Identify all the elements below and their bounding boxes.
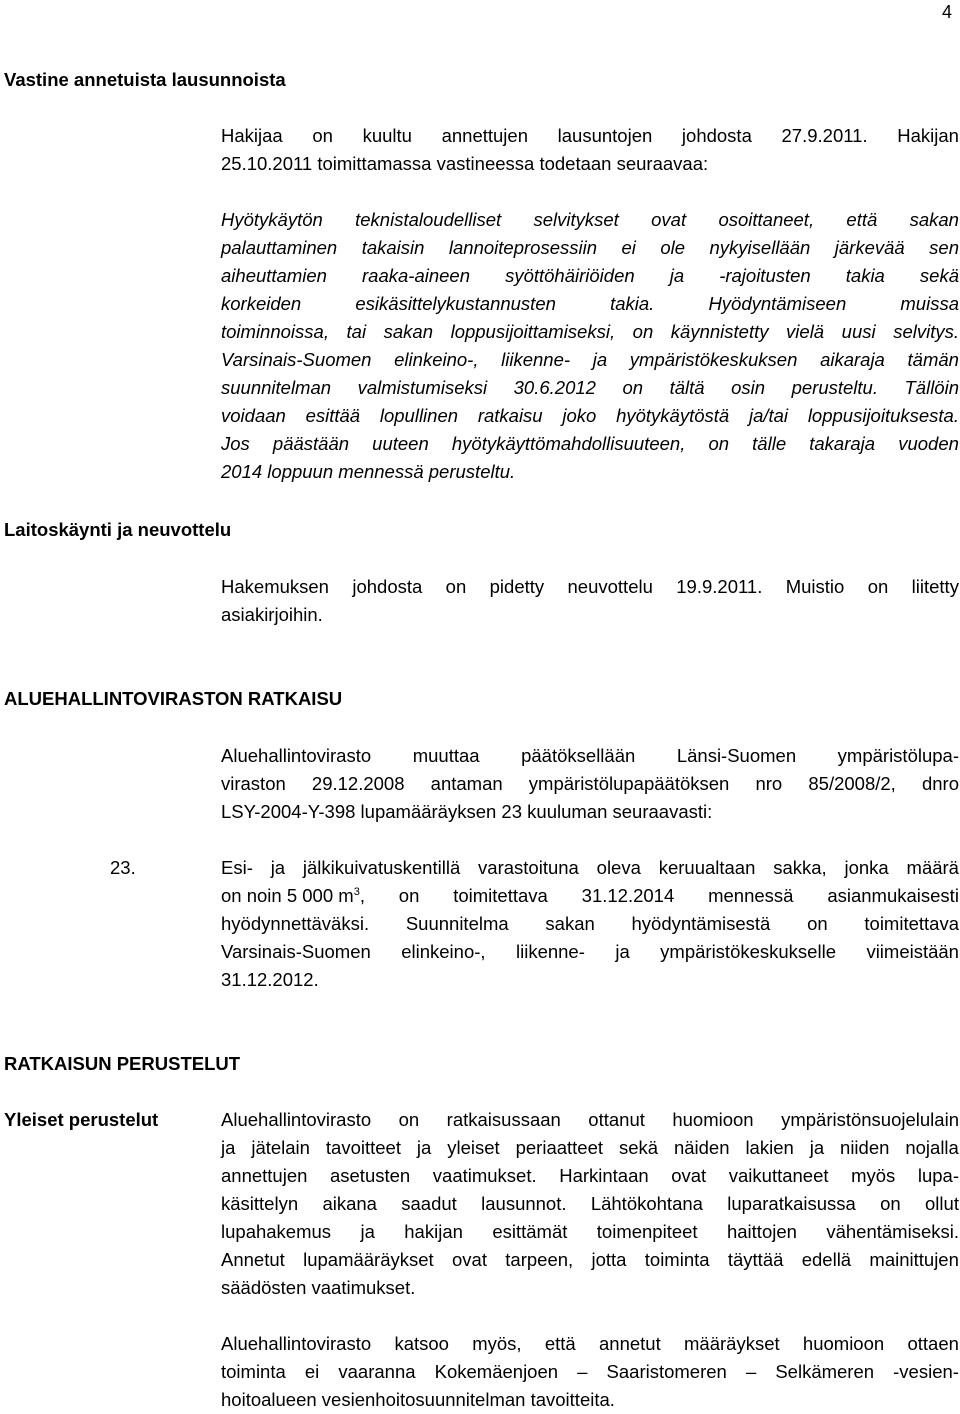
word: että: [544, 1333, 576, 1354]
word: yleiset: [447, 1137, 500, 1158]
word: aikana: [322, 1193, 377, 1214]
word: johdosta: [681, 125, 752, 146]
word: Länsi-Suomen: [676, 745, 797, 766]
word: näiden: [673, 1137, 730, 1158]
word: lupa-: [917, 1165, 959, 1186]
word: vähentämiseksi.: [826, 1221, 959, 1242]
word: lausunnot.: [481, 1193, 567, 1214]
text-line: 2014 loppuun mennessä perusteltu.: [221, 461, 516, 482]
word: myös: [851, 1165, 896, 1186]
text-line: LSY-2004-Y-398 lupamääräyksen 23 kuuluman seuraavasti:: [221, 801, 713, 822]
word: dnro: [921, 773, 959, 794]
word: lakien: [745, 1137, 794, 1158]
ratkaisu-text: [221, 742, 959, 826]
word: sekä: [618, 1137, 659, 1158]
text-line: [221, 402, 959, 430]
perustelut-para1: [221, 1106, 959, 1302]
word: on: [445, 576, 467, 597]
section-title-perustelut: RATKAISUN PERUSTELUT: [4, 1053, 241, 1074]
word: selvitys.: [893, 321, 959, 342]
word: vuoden: [898, 433, 959, 454]
text-line: asiakirjoihin.: [221, 604, 323, 625]
word: huomioon: [672, 1109, 754, 1130]
side-heading-yleiset: Yleiset perustelut: [4, 1109, 159, 1130]
text-line: [221, 318, 959, 346]
word: palauttaminen: [221, 237, 338, 258]
word: Aluehallintovirasto: [221, 1109, 372, 1130]
word: tai: [346, 321, 367, 342]
word: ympäristökeskuksen: [629, 349, 798, 370]
word: Hakijaa: [221, 125, 283, 146]
word: annetut: [599, 1333, 661, 1354]
text-line: [221, 1190, 959, 1218]
comma: ,: [359, 885, 365, 906]
text-line: säädösten vaatimukset.: [221, 1277, 416, 1298]
word: Muistio: [785, 576, 845, 597]
item-text: [221, 854, 959, 994]
text-line: [221, 206, 959, 234]
word: päästään: [272, 433, 350, 454]
word: on: [398, 1109, 420, 1130]
word: ja: [221, 1137, 236, 1158]
word: osin: [731, 377, 766, 398]
word: toimitettava: [864, 913, 959, 934]
word: suunnitelman: [221, 377, 332, 398]
text-line: 31.12.2012.: [221, 969, 319, 990]
word: ovat: [651, 209, 687, 230]
text-line: [221, 770, 959, 798]
word: pidetty: [489, 576, 545, 597]
word: Esi-: [221, 857, 253, 878]
word: lannoiteprosessiin: [448, 237, 597, 258]
word: on: [807, 913, 828, 934]
word: valmistumiseksi: [357, 377, 488, 398]
word: tavoitteet: [325, 1137, 401, 1158]
text-line: [221, 122, 959, 150]
word: esittämät: [492, 1221, 568, 1242]
word: aikaraja: [820, 349, 885, 370]
word: keruualtaan: [658, 857, 756, 878]
word: jotta: [591, 1249, 627, 1270]
word: päätöksellään: [521, 745, 636, 766]
word: aiheuttamien: [221, 265, 327, 286]
word: Lähtökohtana: [590, 1193, 703, 1214]
word: Tällöin: [904, 377, 959, 398]
vastine-intro: [221, 122, 959, 178]
word: mennessä: [708, 885, 794, 906]
word: Kokemäenjoen: [434, 1361, 559, 1382]
text-line: [221, 882, 959, 910]
word: ollut: [925, 1193, 959, 1214]
word: nykyisellään: [709, 237, 811, 258]
word: Aluehallintovirasto: [221, 1333, 372, 1354]
text-line: [221, 234, 959, 262]
word: 31.12.2014: [581, 885, 675, 906]
vastine-quote: [221, 206, 959, 486]
word: 27.9.2011.: [781, 125, 868, 146]
word: käynnistetty: [670, 321, 769, 342]
word: asianmukaisesti: [827, 885, 959, 906]
word: määräykset: [684, 1333, 780, 1354]
word: on: [708, 433, 730, 454]
word: on: [398, 885, 420, 906]
word: -rajoitusten: [719, 265, 811, 286]
text-line: [221, 346, 959, 374]
word: ratkaisu: [477, 405, 543, 426]
word: hyödynnettäväksi.: [221, 913, 370, 934]
word: nojalla: [905, 1137, 959, 1158]
word: katsoo: [394, 1333, 449, 1354]
word: edellä: [801, 1249, 852, 1270]
word: nro: [755, 773, 783, 794]
word: 85/2008/2,: [808, 773, 896, 794]
word: toiminnoissa,: [221, 321, 329, 342]
word: hakijan: [404, 1221, 463, 1242]
word: mainittujen: [869, 1249, 959, 1270]
text-line: [221, 938, 959, 966]
word: Varsinais-Suomen: [221, 349, 372, 370]
word: annettujen: [221, 1165, 308, 1186]
word: hyötykäyttömahdollisuuteen,: [451, 433, 686, 454]
word: ovat: [671, 1165, 707, 1186]
word: ratkaisussaan: [446, 1109, 561, 1130]
word: esittää: [305, 405, 361, 426]
word: joko: [562, 405, 597, 426]
word: lupamääräykset: [303, 1249, 434, 1270]
text-line: [221, 1358, 959, 1386]
section-title-ratkaisu: ALUEHALLINTOVIRASTON RATKAISU: [4, 688, 343, 709]
word: takaraja: [809, 433, 876, 454]
word: asetusten: [329, 1165, 411, 1186]
word: ja: [592, 349, 608, 370]
word: loppusijoittamiseksi,: [450, 321, 616, 342]
word: jätelain: [251, 1137, 310, 1158]
word: ja: [669, 265, 685, 286]
word: ottaen: [907, 1333, 959, 1354]
word: ympäristölupa-: [837, 745, 959, 766]
word: 29.12.2008: [311, 773, 405, 794]
word: raaka-aineen: [362, 265, 470, 286]
word: Varsinais-Suomen: [221, 941, 371, 962]
word: ja: [615, 941, 630, 962]
word: viimeistään: [866, 941, 959, 962]
text-line: [221, 1162, 959, 1190]
word: saadut: [401, 1193, 457, 1214]
page-number: 4: [941, 2, 952, 22]
word: liitetty: [911, 576, 959, 597]
word: sakka,: [773, 857, 827, 878]
word: sekä: [919, 265, 959, 286]
word: Hyödyntämiseen: [708, 293, 847, 314]
text-line: [221, 290, 959, 318]
text-line: [221, 742, 959, 770]
word: hyötykäytöstä: [616, 405, 730, 426]
word: tämän: [907, 349, 959, 370]
text-line: [221, 1134, 959, 1162]
word: varastoituna: [478, 857, 579, 878]
word: –: [577, 1361, 588, 1382]
word: selvitykset: [533, 209, 619, 230]
word: on: [867, 576, 889, 597]
word: vaaranna: [338, 1361, 416, 1382]
word: osoittaneet,: [718, 209, 815, 230]
word: ovat: [452, 1249, 487, 1270]
word: takia: [845, 265, 885, 286]
word: haittojen: [726, 1221, 797, 1242]
text-line: [221, 430, 959, 458]
word: periaatteet: [515, 1137, 604, 1158]
text-line: [221, 1246, 959, 1274]
word: elinkeino-,: [401, 941, 486, 962]
word: toimitettava: [453, 885, 548, 906]
word: teknistaloudelliset: [355, 209, 502, 230]
word: ja: [270, 857, 286, 878]
word: toimenpiteet: [596, 1221, 698, 1242]
word: muissa: [900, 293, 959, 314]
text-line: [221, 1106, 959, 1134]
word: ei: [621, 237, 636, 258]
item-number: 23.: [110, 857, 136, 878]
word: kuultu: [362, 125, 412, 146]
word: perusteltu.: [791, 377, 878, 398]
word: ottanut: [588, 1109, 645, 1130]
word: syöttöhäiriöiden: [505, 265, 635, 286]
text-line: 25.10.2011 toimittamassa vastineessa todetaan seuraavaa:: [221, 153, 709, 174]
word: vaatimukset.: [432, 1165, 537, 1186]
word: jälkikuivatuskentillä: [302, 857, 461, 878]
word: vielä: [786, 321, 825, 342]
quantity-text: on noin 5 000 m: [221, 885, 354, 906]
word: ja/tai: [748, 405, 789, 426]
word: Suunnitelma: [405, 913, 509, 934]
word: on: [622, 377, 644, 398]
word: ympäristökeskukselle: [660, 941, 836, 962]
word: voidaan: [221, 405, 286, 426]
word: ei: [304, 1361, 320, 1382]
word: antaman: [430, 773, 503, 794]
text-line: [221, 262, 959, 290]
word: käsittelyn: [221, 1193, 299, 1214]
word: takaisin: [361, 237, 425, 258]
word: tarpeen,: [505, 1249, 574, 1270]
word: järkevää: [834, 237, 905, 258]
word: toiminta: [221, 1361, 286, 1382]
word: elinkeino-,: [394, 349, 479, 370]
word: lopullinen: [379, 405, 459, 426]
word: lupahakemus: [221, 1221, 332, 1242]
word: loppusijoituksesta.: [807, 405, 959, 426]
word: uusi: [841, 321, 876, 342]
word: takia.: [610, 293, 655, 314]
word: Annetut: [221, 1249, 285, 1270]
word: tälle: [752, 433, 787, 454]
word: ympäristölupapäätöksen: [528, 773, 730, 794]
superscript: 3: [353, 885, 360, 898]
word: Hyötykäytön: [221, 209, 323, 230]
section-title-vastine: Vastine annetuista lausunnoista: [4, 69, 286, 90]
word: Harkintaan: [559, 1165, 649, 1186]
word: Hakemuksen: [221, 576, 329, 597]
word: sakan: [545, 913, 595, 934]
text-line: [221, 1330, 959, 1358]
word: jonka: [844, 857, 889, 878]
word: oleva: [596, 857, 641, 878]
word: huomioon: [802, 1333, 885, 1354]
word: 30.6.2012: [513, 377, 596, 398]
word: Jos: [221, 433, 250, 454]
text-line: [221, 573, 959, 601]
word: niiden: [840, 1137, 890, 1158]
word: esikäsittelykustannusten: [355, 293, 556, 314]
perustelut-para2: [221, 1330, 959, 1414]
word: ole: [660, 237, 686, 258]
text-line: [221, 854, 959, 882]
word: ja: [809, 1137, 825, 1158]
word: ja: [360, 1221, 375, 1242]
word: että: [846, 209, 878, 230]
word: muuttaa: [412, 745, 480, 766]
word: sakan: [383, 321, 434, 342]
word: luparatkaisussa: [727, 1193, 856, 1214]
word: Aluehallintovirasto: [221, 745, 372, 766]
word: on: [312, 125, 333, 146]
word: viraston: [221, 773, 286, 794]
word: -vesien-: [893, 1361, 959, 1382]
word: lausuntojen: [557, 125, 653, 146]
word: korkeiden: [221, 293, 302, 314]
word: Saaristomeren: [606, 1361, 727, 1382]
word: hyödyntämisestä: [631, 913, 771, 934]
side-heading-laitoskaynti: Laitoskäynti ja neuvottelu: [4, 519, 232, 540]
word: Selkämeren: [775, 1361, 875, 1382]
word: johdosta: [352, 576, 423, 597]
word: myös,: [472, 1333, 522, 1354]
laitoskaynti-text: [221, 573, 959, 629]
word: määrä: [906, 857, 959, 878]
word: liikenne-: [515, 941, 585, 962]
word: 19.9.2011.: [676, 576, 763, 597]
word: neuvottelu: [567, 576, 653, 597]
word: uuteen: [372, 433, 429, 454]
word: tältä: [669, 377, 705, 398]
word: Hakijan: [897, 125, 959, 146]
text-line: hoitoalueen vesienhoitosuunnitelman tavoitteita.: [221, 1389, 615, 1410]
text-line: [221, 374, 959, 402]
word: –: [745, 1361, 757, 1382]
word: ja: [416, 1137, 432, 1158]
word: sen: [929, 237, 959, 258]
word: sakan: [909, 209, 959, 230]
word: toiminta: [644, 1249, 710, 1270]
text-line: [221, 910, 959, 938]
word: vaikuttaneet: [728, 1165, 829, 1186]
word: liikenne-: [501, 349, 571, 370]
word: on: [880, 1193, 901, 1214]
word: on: [632, 321, 654, 342]
word: ympäristönsuojelulain: [781, 1109, 959, 1130]
word: annettujen: [441, 125, 528, 146]
text-line: [221, 1218, 959, 1246]
word: täyttää: [727, 1249, 784, 1270]
